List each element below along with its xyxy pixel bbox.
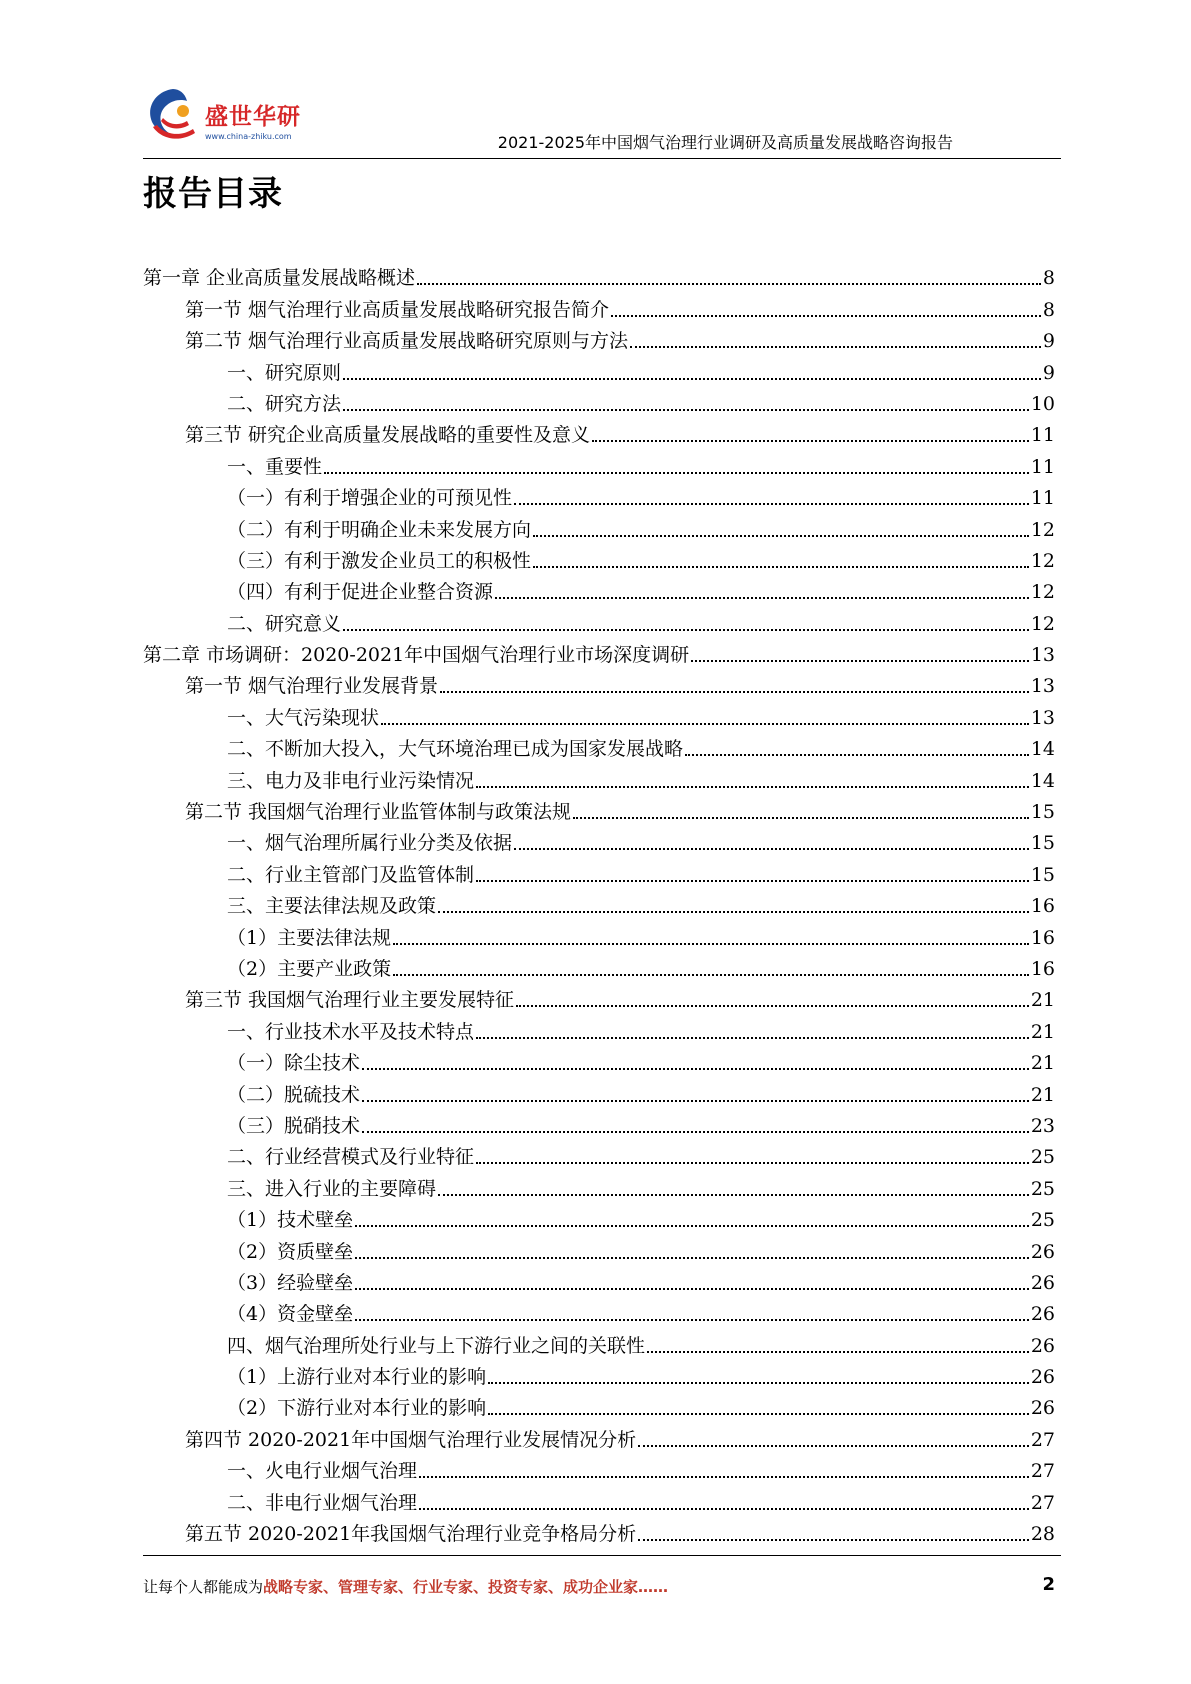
toc-entry[interactable]	[143, 1108, 1055, 1139]
toc-entry-page: 12	[1030, 581, 1055, 604]
toc-entry-title: （三）有利于激发企业员工的积极性	[227, 549, 532, 572]
toc-dot-leader	[355, 1225, 1029, 1227]
toc-entry[interactable]	[143, 1390, 1055, 1421]
toc-entry-title: 一、烟气治理所属行业分类及依据	[227, 832, 513, 855]
toc-entry-page: 9	[1042, 361, 1055, 384]
logo-text: 盛世华研	[205, 104, 301, 130]
toc-entry-title: （1）主要法律法规	[227, 926, 392, 949]
toc-entry[interactable]	[143, 794, 1055, 825]
toc-entry[interactable]	[143, 637, 1055, 668]
toc-entry-title: 一、火电行业烟气治理	[227, 1460, 418, 1483]
toc-entry[interactable]	[143, 699, 1055, 730]
toc-entry-title: 第一节 烟气治理行业发展背景	[185, 675, 439, 698]
toc-entry-title: （一）除尘技术	[227, 1052, 361, 1075]
toc-entry-page: 21	[1030, 989, 1055, 1012]
toc-dot-leader	[476, 880, 1029, 882]
toc-entry[interactable]	[143, 856, 1055, 887]
toc-entry-page: 21	[1030, 1020, 1055, 1043]
toc-entry-page: 28	[1030, 1523, 1055, 1546]
toc-entry[interactable]	[143, 448, 1055, 479]
company-logo	[143, 83, 315, 151]
toc-dot-leader	[440, 691, 1029, 693]
toc-entry-title: 一、大气污染现状	[227, 706, 380, 729]
toc-entry-page: 27	[1030, 1460, 1055, 1483]
toc-entry-page: 15	[1030, 832, 1055, 855]
toc-entry-title: 二、非电行业烟气治理	[227, 1491, 418, 1514]
toc-entry[interactable]	[143, 982, 1055, 1013]
toc-dot-leader	[638, 1539, 1029, 1541]
toc-entry-title: 第一章 企业高质量发展战略概述	[143, 267, 416, 290]
toc-entry[interactable]	[143, 888, 1055, 919]
toc-dot-leader	[324, 472, 1029, 474]
report-title: 2021-2025年中国烟气治理行业调研及高质量发展战略咨询报告	[497, 133, 953, 152]
toc-dot-leader	[393, 974, 1029, 976]
toc-dot-leader	[417, 283, 1041, 285]
toc-entry-title: 第四节 2020-2021年中国烟气治理行业发展情况分析	[185, 1428, 637, 1451]
table-of-contents	[143, 260, 1055, 1547]
toc-dot-leader	[516, 1005, 1029, 1007]
toc-entry-page: 27	[1030, 1491, 1055, 1514]
page-number: 2	[1042, 1574, 1055, 1595]
toc-dot-leader	[638, 1445, 1029, 1447]
toc-entry-title: 二、行业经营模式及行业特征	[227, 1146, 475, 1169]
toc-dot-leader	[514, 503, 1029, 505]
toc-entry-page: 26	[1030, 1240, 1055, 1263]
toc-dot-leader	[685, 754, 1029, 756]
toc-entry[interactable]	[143, 762, 1055, 793]
toc-dot-leader	[343, 409, 1029, 411]
toc-dot-leader	[476, 786, 1029, 788]
toc-entry-title: （四）有利于促进企业整合资源	[227, 581, 494, 604]
toc-entry-page: 16	[1030, 926, 1055, 949]
toc-dot-leader	[573, 817, 1029, 819]
logo-emblem-icon	[143, 83, 203, 151]
footer-slogan-roles: 战略专家、管理专家、行业专家、投资专家、成功企业家……	[263, 1578, 669, 1596]
toc-entry-title: 一、重要性	[227, 455, 323, 478]
toc-entry[interactable]	[143, 1296, 1055, 1327]
toc-entry[interactable]	[143, 1013, 1055, 1044]
toc-dot-leader	[362, 1100, 1029, 1102]
toc-dot-leader	[393, 943, 1029, 945]
toc-dot-leader	[438, 1194, 1029, 1196]
toc-entry-title: 二、行业主管部门及监管体制	[227, 863, 475, 886]
toc-dot-leader	[647, 1351, 1029, 1353]
toc-entry[interactable]	[143, 260, 1055, 291]
toc-entry[interactable]	[143, 543, 1055, 574]
logo-url: www.china-zhiku.com	[205, 132, 292, 141]
toc-entry-title: 第三节 我国烟气治理行业主要发展特征	[185, 989, 515, 1012]
toc-entry-page: 26	[1030, 1397, 1055, 1420]
toc-dot-leader	[630, 346, 1041, 348]
toc-dot-leader	[419, 1508, 1029, 1510]
toc-entry-page: 12	[1030, 518, 1055, 541]
toc-entry-title: 第五节 2020-2021年我国烟气治理行业竞争格局分析	[185, 1523, 637, 1546]
page-header	[143, 80, 1061, 159]
toc-entry-title: 第二节 我国烟气治理行业监管体制与政策法规	[185, 801, 572, 824]
toc-entry[interactable]	[143, 919, 1055, 950]
toc-entry[interactable]	[143, 1076, 1055, 1107]
toc-entry-page: 10	[1030, 392, 1055, 415]
toc-entry-page: 11	[1030, 424, 1055, 447]
toc-entry-title: （二）脱硫技术	[227, 1083, 361, 1106]
toc-dot-leader	[343, 378, 1041, 380]
page-title: 报告目录	[143, 174, 283, 214]
toc-entry-title: 三、电力及非电行业污染情况	[227, 769, 475, 792]
toc-dot-leader	[355, 1257, 1029, 1259]
toc-entry-title: 一、行业技术水平及技术特点	[227, 1020, 475, 1043]
toc-entry-title: （3）经验壁垒	[227, 1271, 354, 1294]
footer-slogan	[143, 1576, 668, 1597]
toc-dot-leader	[488, 1413, 1029, 1415]
toc-entry[interactable]	[143, 1139, 1055, 1170]
toc-dot-leader	[355, 1319, 1029, 1321]
toc-entry[interactable]	[143, 1421, 1055, 1452]
toc-entry-title: 第二章 市场调研：2020-2021年中国烟气治理行业市场深度调研	[143, 644, 690, 667]
toc-entry-title: 三、主要法律法规及政策	[227, 895, 437, 918]
toc-entry[interactable]	[143, 605, 1055, 636]
toc-entry-title: （1）技术壁垒	[227, 1209, 354, 1232]
toc-entry-title: （2）下游行业对本行业的影响	[227, 1397, 487, 1420]
toc-entry[interactable]	[143, 417, 1055, 448]
toc-dot-leader	[533, 535, 1029, 537]
toc-entry[interactable]	[143, 574, 1055, 605]
toc-dot-leader	[362, 1068, 1029, 1070]
toc-entry-title: 二、研究意义	[227, 612, 342, 635]
toc-entry[interactable]	[143, 1453, 1055, 1484]
toc-dot-leader	[355, 1288, 1029, 1290]
toc-entry-title: 四、烟气治理所处行业与上下游行业之间的关联性	[227, 1334, 646, 1357]
toc-entry-title: 一、研究原则	[227, 361, 342, 384]
toc-entry[interactable]	[143, 291, 1055, 322]
toc-entry[interactable]	[143, 1265, 1055, 1296]
toc-dot-leader	[592, 440, 1029, 442]
toc-entry-page: 12	[1030, 549, 1055, 572]
toc-entry[interactable]	[143, 354, 1055, 385]
toc-entry-title: （4）资金壁垒	[227, 1303, 354, 1326]
toc-entry-page: 15	[1030, 801, 1055, 824]
toc-dot-leader	[362, 1131, 1029, 1133]
toc-entry-page: 8	[1042, 267, 1055, 290]
toc-entry-page: 23	[1030, 1114, 1055, 1137]
toc-entry[interactable]	[143, 1045, 1055, 1076]
toc-entry-page: 9	[1042, 330, 1055, 353]
toc-entry-page: 25	[1030, 1209, 1055, 1232]
toc-dot-leader	[476, 1037, 1029, 1039]
toc-entry[interactable]	[143, 386, 1055, 417]
toc-dot-leader	[495, 597, 1029, 599]
toc-entry-page: 15	[1030, 863, 1055, 886]
toc-entry-title: 二、不断加大投入，大气环境治理已成为国家发展战略	[227, 738, 684, 761]
toc-entry-page: 26	[1030, 1334, 1055, 1357]
toc-entry[interactable]	[143, 1233, 1055, 1264]
toc-entry-title: （三）脱硝技术	[227, 1114, 361, 1137]
toc-entry[interactable]	[143, 1516, 1055, 1547]
toc-dot-leader	[488, 1382, 1029, 1384]
toc-entry-title: （2）资质壁垒	[227, 1240, 354, 1263]
toc-entry[interactable]	[143, 668, 1055, 699]
toc-entry-page: 13	[1030, 675, 1055, 698]
toc-entry-title: 第一节 烟气治理行业高质量发展战略研究报告简介	[185, 298, 610, 321]
toc-entry-title: （2）主要产业政策	[227, 957, 392, 980]
toc-entry-title: 三、进入行业的主要障碍	[227, 1177, 437, 1200]
toc-entry[interactable]	[143, 825, 1055, 856]
toc-dot-leader	[419, 1476, 1029, 1478]
toc-entry-title: （二）有利于明确企业未来发展方向	[227, 518, 532, 541]
toc-entry-page: 25	[1030, 1177, 1055, 1200]
toc-entry-page: 12	[1030, 612, 1055, 635]
toc-entry-page: 21	[1030, 1052, 1055, 1075]
toc-entry-title: 第三节 研究企业高质量发展战略的重要性及意义	[185, 424, 591, 447]
toc-entry-page: 8	[1042, 298, 1055, 321]
toc-entry-page: 26	[1030, 1271, 1055, 1294]
toc-entry-page: 26	[1030, 1366, 1055, 1389]
footer-slogan-lead: 让每个人都能成为	[143, 1578, 264, 1596]
toc-dot-leader	[476, 1162, 1029, 1164]
toc-entry-title: 二、研究方法	[227, 392, 342, 415]
toc-entry[interactable]	[143, 1327, 1055, 1358]
toc-dot-leader	[533, 566, 1029, 568]
toc-entry-page: 14	[1030, 769, 1055, 792]
toc-entry[interactable]	[143, 951, 1055, 982]
toc-entry-page: 26	[1030, 1303, 1055, 1326]
toc-entry-title: 第二节 烟气治理行业高质量发展战略研究原则与方法	[185, 330, 629, 353]
toc-entry-page: 14	[1030, 738, 1055, 761]
toc-entry[interactable]	[143, 511, 1055, 542]
toc-entry-title: （一）有利于增强企业的可预见性	[227, 487, 513, 510]
toc-dot-leader	[381, 723, 1029, 725]
toc-entry-page: 11	[1030, 455, 1055, 478]
toc-dot-leader	[343, 629, 1029, 631]
toc-entry-page: 21	[1030, 1083, 1055, 1106]
toc-entry-page: 13	[1030, 706, 1055, 729]
toc-entry[interactable]	[143, 1484, 1055, 1515]
toc-dot-leader	[611, 315, 1041, 317]
toc-entry-page: 25	[1030, 1146, 1055, 1169]
toc-entry[interactable]	[143, 731, 1055, 762]
toc-entry[interactable]	[143, 480, 1055, 511]
toc-entry[interactable]	[143, 1170, 1055, 1201]
toc-dot-leader	[438, 911, 1029, 913]
toc-dot-leader	[691, 660, 1029, 662]
toc-entry[interactable]	[143, 323, 1055, 354]
toc-entry-page: 16	[1030, 957, 1055, 980]
toc-dot-leader	[514, 848, 1029, 850]
toc-entry[interactable]	[143, 1202, 1055, 1233]
page-footer	[143, 1555, 1061, 1606]
toc-entry-page: 11	[1030, 487, 1055, 510]
toc-entry-page: 13	[1030, 644, 1055, 667]
toc-entry-title: （1）上游行业对本行业的影响	[227, 1366, 487, 1389]
toc-entry[interactable]	[143, 1359, 1055, 1390]
toc-entry-page: 16	[1030, 895, 1055, 918]
toc-entry-page: 27	[1030, 1428, 1055, 1451]
